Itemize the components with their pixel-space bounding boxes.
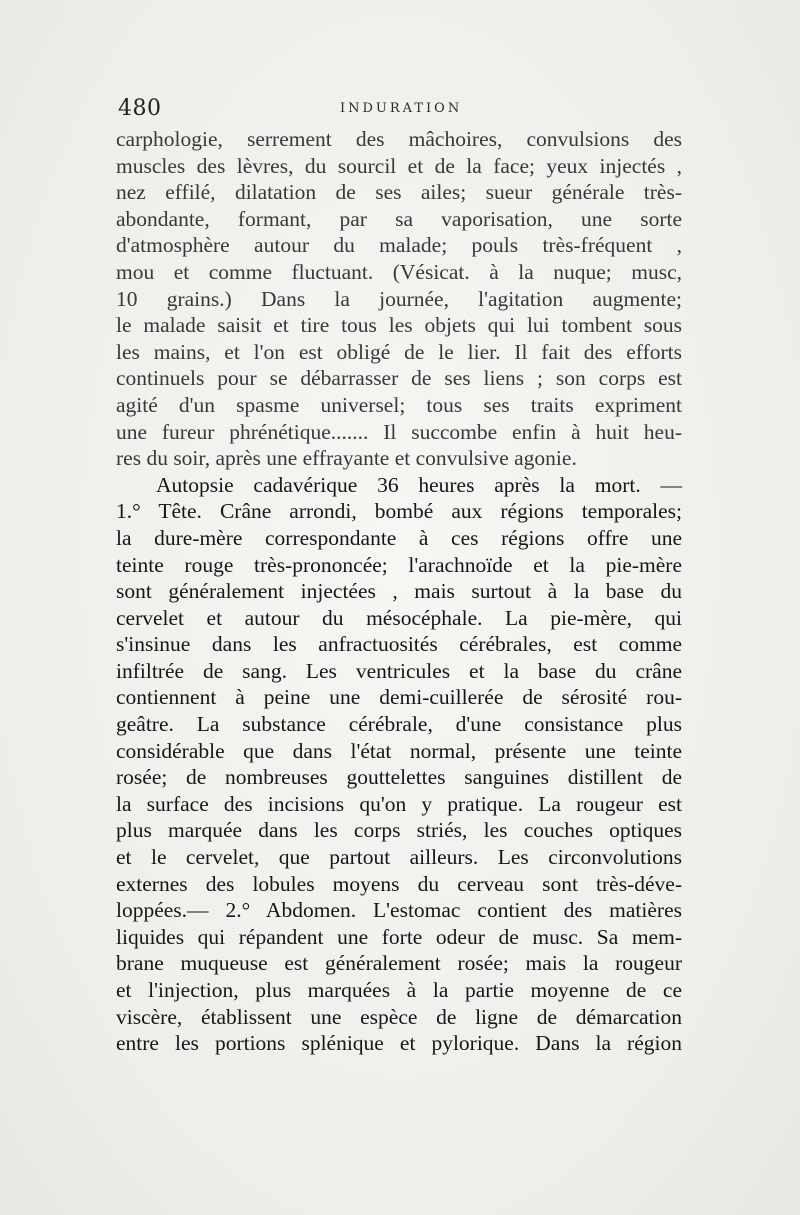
text-line: brane muqueuse est généralement rosée; mais la rougeur bbox=[116, 951, 682, 976]
text-line: agité d'un spasme universel; tous ses traits expriment bbox=[116, 392, 682, 417]
text-line: nez effilé, dilatation de ses ailes; sueur générale très- bbox=[116, 180, 682, 205]
text-line: externes des lobules moyens du cerveau sont très-déve- bbox=[116, 871, 682, 896]
text-line: une fureur phrénétique....... Il succombe enfin à huit heu- bbox=[116, 419, 682, 444]
text-line: geâtre. La substance cérébrale, d'une consistance plus bbox=[116, 712, 682, 737]
text-line: les mains, et l'on est obligé de le lier. Il fait des efforts bbox=[116, 339, 682, 364]
text-line: liquides qui répandent une forte odeur de musc. Sa mem- bbox=[116, 924, 682, 949]
text-line: la surface des incisions qu'on y pratique. La rougeur est bbox=[116, 791, 682, 816]
text-line: Autopsie cadavérique 36 heures après la mort. — bbox=[156, 472, 682, 497]
text-line: rosée; de nombreuses gouttelettes sanguines distillent de bbox=[116, 765, 682, 790]
text-line: sont généralement injectées , mais surtout à la base du bbox=[116, 579, 682, 604]
text-line: loppées.— 2.° Abdomen. L'estomac contient des matières bbox=[116, 898, 682, 923]
text-line: entre les portions splénique et pylorique. Dans la région bbox=[116, 1031, 682, 1056]
text-line: muscles des lèvres, du sourcil et de la face; yeux injectés , bbox=[116, 153, 682, 178]
page-header bbox=[118, 96, 678, 122]
text-line: 10 grains.) Dans la journée, l'agitation augmente; bbox=[116, 286, 682, 311]
paragraph-clinical-course bbox=[116, 126, 682, 472]
running-head: INDURATION bbox=[340, 101, 463, 116]
text-line: d'atmosphère autour du malade; pouls très-fréquent , bbox=[116, 233, 682, 258]
text-line: s'insinue dans les anfractuosités cérébrales, est comme bbox=[116, 632, 682, 657]
text-line: res du soir, après une effrayante et convulsive agonie. bbox=[116, 446, 577, 471]
text-line: teinte rouge très-prononcée; l'arachnoïde et la pie-mère bbox=[116, 552, 682, 577]
text-line: cervelet et autour du mésocéphale. La pie-mère, qui bbox=[116, 605, 682, 630]
text-line: et le cervelet, que partout ailleurs. Les circonvolutions bbox=[116, 845, 682, 870]
page-number: 480 bbox=[118, 96, 162, 121]
text-line: mou et comme fluctuant. (Vésicat. à la nuque; musc, bbox=[116, 259, 682, 284]
text-line: viscère, établissent une espèce de ligne de démarcation bbox=[116, 1004, 682, 1029]
text-line: plus marquée dans les corps striés, les couches optiques bbox=[116, 818, 682, 843]
text-line: continuels pour se débarrasser de ses liens ; son corps est bbox=[116, 366, 682, 391]
text-line: carphologie, serrement des mâchoires, convulsions des bbox=[116, 127, 682, 151]
text-line: la dure-mère correspondante à ces régions offre une bbox=[116, 525, 682, 550]
text-line: contiennent à peine une demi-cuillerée de sérosité rou- bbox=[116, 685, 682, 710]
text-line: abondante, formant, par sa vaporisation, une sorte bbox=[116, 206, 682, 231]
text-line: 1.° Tête. Crâne arrondi, bombé aux régions temporales; bbox=[116, 499, 682, 524]
text-line: et l'injection, plus marquées à la partie moyenne de ce bbox=[116, 978, 682, 1002]
body-text bbox=[116, 126, 682, 1057]
text-line: infiltrée de sang. Les ventricules et la base du crâne bbox=[116, 658, 682, 683]
text-line: le malade saisit et tire tous les objets qui lui tombent sous bbox=[116, 313, 682, 338]
text-line: considérable que dans l'état normal, présente une teinte bbox=[116, 738, 682, 763]
paragraph-autopsy bbox=[116, 472, 682, 1057]
